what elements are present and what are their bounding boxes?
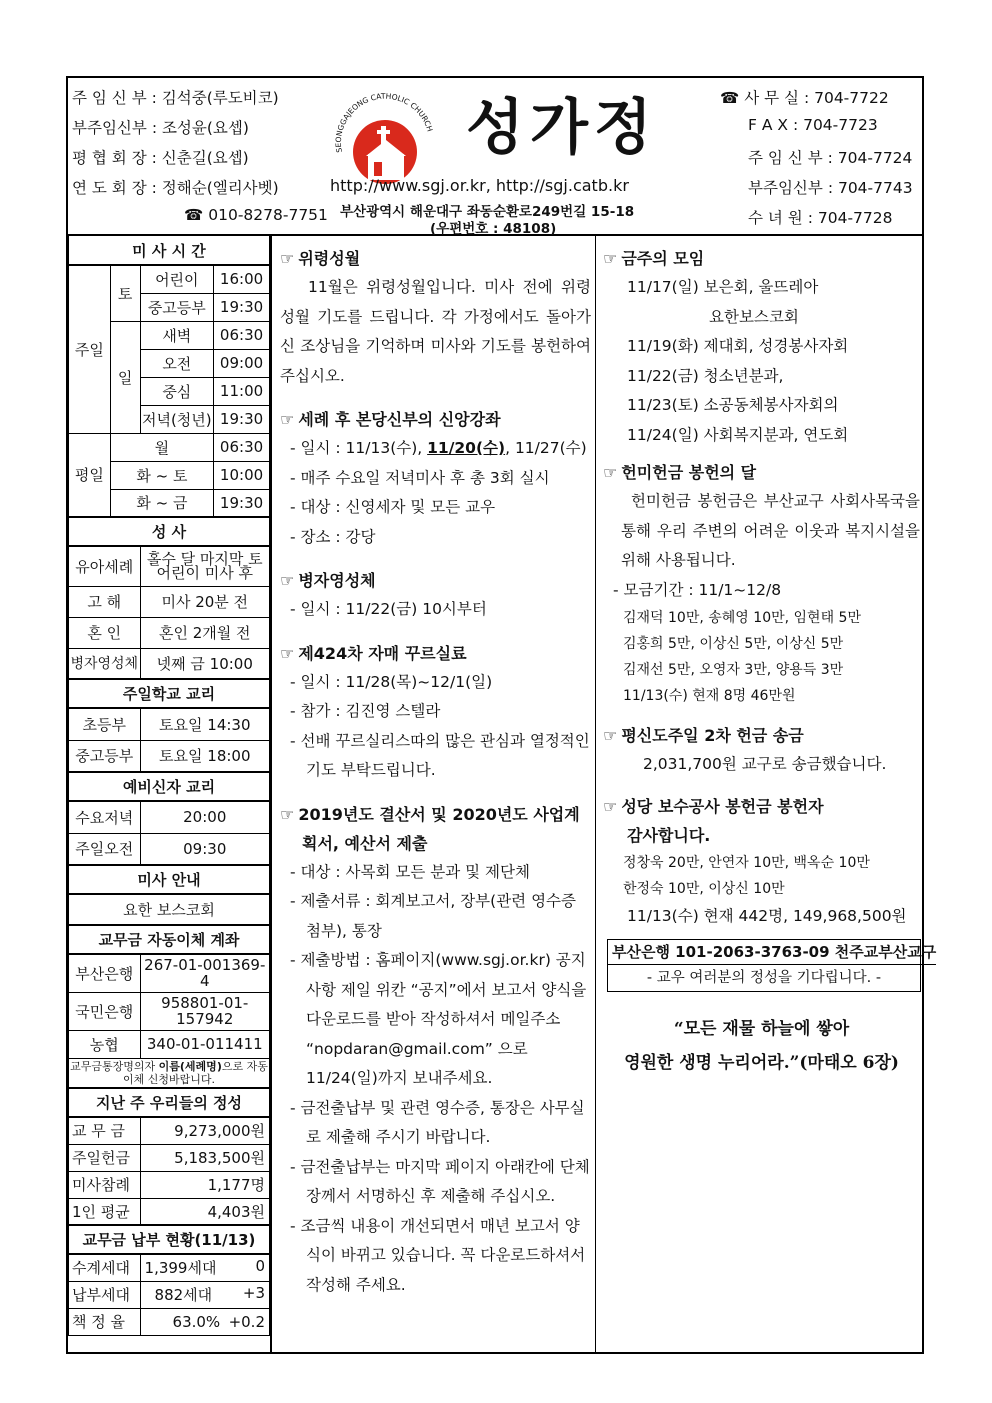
pointing-hand-icon: ☞ bbox=[603, 463, 618, 482]
offering-name: 미사참례 bbox=[69, 1171, 141, 1198]
list-item: - 매주 수요일 저녁미사 후 총 3회 실시 bbox=[290, 468, 550, 487]
mass-name: 저녁(청년) bbox=[140, 405, 214, 433]
donor-line: 김홍희 5만, 이상신 5만, 이상신 5만 bbox=[623, 636, 844, 652]
donor-line: 한정숙 10만, 이상신 10만 bbox=[623, 880, 785, 897]
bank-account: 267-01-001369-4 bbox=[140, 954, 269, 992]
header-pastor-phone: 주 임 신 부 : 704-7724 bbox=[748, 149, 913, 167]
section-title: ☞ 2019년도 결산서 및 2020년도 사업계획서, 예산서 제출 bbox=[280, 804, 580, 853]
meeting-item: 11/17(일) 보은회, 울뜨레아 bbox=[627, 278, 819, 296]
svg-text:SEONGGAJEONG CATHOLIC CHURCH: SEONGGAJEONG CATHOLIC CHURCH bbox=[333, 91, 435, 154]
sacrament-value: 혼인 2개월 전 bbox=[140, 617, 269, 648]
section-body: 11월은 위령성월입니다. 미사 전에 위령성월 기도를 드립니다. 각 가정에서도 돌아가신 조상님을 기억하며 미사와 기도를 봉헌하여 주십시오. bbox=[280, 278, 591, 385]
header-convent-phone: 수 녀 원 : 704-7728 bbox=[748, 209, 893, 227]
weekday-mass-name: 월 bbox=[110, 433, 213, 461]
saturday-label: 토 bbox=[110, 265, 140, 321]
mass-name: 오전 bbox=[140, 349, 214, 377]
mass-guide-title: 미사 안내 bbox=[69, 865, 270, 894]
header-phone: ☎ 010-8278-7751 bbox=[184, 206, 328, 224]
school-name: 초등부 bbox=[69, 708, 141, 740]
section-title: ☞ 병자영성체 bbox=[280, 571, 376, 590]
bank-note: - 교우 여러분의 정성을 기다립니다. - bbox=[646, 970, 882, 986]
quote-line: 영원한 생명 누리어라.”(마태오 6장) bbox=[624, 1053, 899, 1073]
pointing-hand-icon: ☞ bbox=[280, 571, 295, 590]
offering-name: 1인 평균 bbox=[69, 1198, 141, 1225]
list-item: - 금전출납부 및 관련 영수증, 통장은 사무실로 제출해 주시기 바랍니다. bbox=[290, 1098, 585, 1146]
sacrament-name: 혼 인 bbox=[69, 617, 141, 648]
sidebar bbox=[68, 236, 272, 1354]
offering-name: 교 무 금 bbox=[69, 1117, 141, 1144]
pointing-hand-icon: ☞ bbox=[280, 804, 295, 824]
mass-name: 새벽 bbox=[140, 321, 214, 349]
status-value: 1,399세대 0 bbox=[140, 1254, 269, 1281]
section-title: ☞ 위령성월 bbox=[280, 249, 361, 268]
sunday-label: 주일 bbox=[69, 265, 111, 433]
quote-line: “모든 재물 하늘에 쌓아 bbox=[673, 1019, 850, 1039]
sacrament-value: 홀수 달 마지막 토 어린이 미사 후 bbox=[140, 546, 269, 586]
pointing-hand-icon: ☞ bbox=[603, 796, 618, 816]
bank-box bbox=[607, 939, 937, 992]
list-item: - 제출서류 : 회계보고서, 장부(관련 영수증 첨부), 통장 bbox=[290, 892, 576, 940]
list-item: - 제출방법 : 홈페이지(www.sgj.or.kr) 공지사항 제일 위칸 “공지”에서 보고서 양식을 다운로드를 받아 작성하셔서 메일주소 “nopdaran@gmail.com” 으로 11/24(일)까지 보내주세요. bbox=[290, 951, 587, 1087]
section-title: ☞ 성당 보수공사 봉헌금 봉헌자 bbox=[603, 796, 824, 816]
website-url[interactable]: http://www.sgj.or.kr, http://sgj.catb.kr bbox=[330, 176, 629, 195]
offering-value: 9,273,000원 bbox=[140, 1117, 269, 1144]
church-address: 부산광역시 해운대구 좌동순환로249번길 15-18 bbox=[340, 204, 635, 220]
meeting-item: 11/24(일) 사회복지분과, 연도회 bbox=[627, 425, 849, 444]
donor-line: 김재덕 10만, 송혜영 10만, 임현태 5만 bbox=[623, 610, 861, 626]
mass-time: 11:00 bbox=[214, 377, 270, 405]
list-item: - 조금씩 내용이 개선되면서 매년 보고서 양식이 바뀌고 있습니다. 꼭 다운로드하셔서 작성해 주세요. bbox=[290, 1216, 586, 1294]
catechumen-value: 20:00 bbox=[140, 801, 269, 833]
bank-account-line: 부산은행 101-2063-3763-09 천주교부산교구 bbox=[608, 940, 936, 965]
offering-title: 지난 주 우리들의 정성 bbox=[69, 1088, 270, 1117]
weekday-mass-name: 화 ~ 금 bbox=[110, 489, 213, 517]
offering-value: 1,177명 bbox=[140, 1171, 269, 1198]
mass-guide-value: 요한 보스코회 bbox=[69, 894, 270, 925]
header-council: 평 협 회 장 : 신춘길(요셉) bbox=[72, 149, 249, 167]
pointing-hand-icon: ☞ bbox=[280, 249, 295, 268]
header bbox=[68, 78, 922, 236]
mass-time-title: 미 사 시 간 bbox=[69, 236, 270, 265]
weekday-mass-name: 화 ~ 토 bbox=[110, 461, 213, 489]
pointing-hand-icon: ☞ bbox=[603, 726, 618, 745]
school-value: 토요일 18:00 bbox=[140, 740, 269, 772]
payment-status-title: 교무금 납부 현황(11/13) bbox=[69, 1225, 270, 1254]
transfer-note: 교무금통장명의자 이름(세례명)으로 자동이체 신청바랍니다. bbox=[69, 1058, 270, 1088]
list-item: - 일시 : 11/13(수), 11/20(수), 11/27(수) bbox=[290, 439, 587, 457]
donor-line: 11/13(수) 현재 8명 46만원 bbox=[623, 688, 796, 704]
offering-name: 주일헌금 bbox=[69, 1144, 141, 1171]
list-item: - 참가 : 김진영 스텔라 bbox=[290, 702, 441, 720]
section-title: ☞ 세례 후 본당신부의 신앙강좌 bbox=[280, 410, 501, 429]
list-item: - 장소 : 강당 bbox=[290, 527, 376, 546]
offering-value: 5,183,500원 bbox=[140, 1144, 269, 1171]
header-assistant-phone: 부주임신부 : 704-7743 bbox=[748, 179, 913, 197]
header-office-phone: ☎ 사 무 실 : 704-7722 bbox=[720, 89, 889, 107]
mass-name: 중고등부 bbox=[140, 293, 214, 321]
postal-code: (우편번호 : 48108) bbox=[430, 221, 557, 237]
list-item: - 모금기간 : 11/1~12/8 bbox=[613, 580, 782, 599]
meeting-item: 11/22(금) 청소년분과, bbox=[627, 366, 784, 385]
bank-account: 340-01-011411 bbox=[140, 1030, 269, 1058]
main-column-left bbox=[274, 236, 596, 1354]
list-item: - 대상 : 사목회 모든 분과 및 제단체 bbox=[290, 862, 530, 881]
weekday-mass-time: 19:30 bbox=[214, 489, 270, 517]
pointing-hand-icon: ☞ bbox=[280, 410, 295, 429]
sunday-school-title: 주일학교 교리 bbox=[69, 679, 270, 708]
weekday-mass-time: 10:00 bbox=[214, 461, 270, 489]
sacrament-name: 고 해 bbox=[69, 586, 141, 617]
section-subtitle: 감사합니다. bbox=[627, 825, 711, 845]
section-body: 2,031,700원 교구로 송금했습니다. bbox=[643, 755, 887, 773]
header-fax: F A X : 704-7723 bbox=[748, 116, 878, 134]
mass-time: 19:30 bbox=[214, 293, 270, 321]
bank-name: 농협 bbox=[69, 1030, 141, 1058]
list-item: - 일시 : 11/28(목)~12/1(일) bbox=[290, 672, 493, 691]
mass-name: 어린이 bbox=[140, 265, 214, 293]
weekday-mass-time: 06:30 bbox=[214, 433, 270, 461]
sidebar-table bbox=[68, 236, 270, 1336]
bank-name: 부산은행 bbox=[69, 954, 141, 992]
list-item: - 금전출납부는 마지막 페이지 아래칸에 단체장께서 서명하신 후 제출해 주십시오. bbox=[290, 1157, 590, 1205]
status-value: 882세대 +3 bbox=[140, 1281, 269, 1308]
mass-time: 16:00 bbox=[214, 265, 270, 293]
donor-line: 정창욱 20만, 안연자 10만, 백옥순 10만 bbox=[623, 854, 870, 871]
sacrament-title: 성 사 bbox=[69, 517, 270, 546]
bulletin-title: 성가정 bbox=[466, 93, 658, 163]
section-title: ☞ 헌미헌금 봉헌의 달 bbox=[603, 463, 757, 482]
status-name: 수계세대 bbox=[69, 1254, 141, 1281]
header-assistant: 부주임신부 : 조성윤(요셉) bbox=[72, 119, 249, 137]
school-name: 중고등부 bbox=[69, 740, 141, 772]
bank-name: 국민은행 bbox=[69, 992, 141, 1030]
scripture-quote bbox=[603, 1012, 920, 1080]
catechumen-name: 주일오전 bbox=[69, 833, 141, 865]
header-pastor: 주 임 신 부 : 김석중(루도비코) bbox=[72, 89, 279, 107]
mass-name: 중심 bbox=[140, 377, 214, 405]
status-name: 책 정 율 bbox=[69, 1308, 141, 1335]
sacrament-name: 유아세례 bbox=[69, 546, 141, 586]
header-yeondo: 연 도 회 장 : 정해순(엘리사벳) bbox=[72, 179, 279, 197]
section-title: ☞ 평신도주일 2차 헌금 송금 bbox=[603, 726, 804, 745]
offering-value: 4,403원 bbox=[140, 1198, 269, 1225]
meeting-item: 요한보스코회 bbox=[709, 307, 799, 326]
donation-total: 11/13(수) 현재 442명, 149,968,500원 bbox=[627, 906, 907, 925]
mass-time: 09:00 bbox=[214, 349, 270, 377]
weekday-label: 평일 bbox=[69, 433, 111, 517]
catechumen-title: 예비신자 교리 bbox=[69, 772, 270, 801]
list-item: - 선배 꾸르실리스따의 많은 관심과 열정적인 기도 부탁드립니다. bbox=[290, 731, 590, 779]
pointing-hand-icon: ☞ bbox=[280, 643, 295, 663]
list-item: - 대상 : 신영세자 및 모든 교우 bbox=[290, 498, 496, 516]
meeting-item: 11/23(토) 소공동체봉사자회의 bbox=[627, 396, 839, 414]
pointing-hand-icon: ☞ bbox=[603, 249, 618, 268]
mass-time: 19:30 bbox=[214, 405, 270, 433]
bulletin-page bbox=[66, 76, 937, 1354]
section-title: ☞ 금주의 모임 bbox=[603, 249, 705, 268]
status-value: 63.0% +0.2 bbox=[140, 1308, 269, 1335]
bank-account: 958801-01-157942 bbox=[140, 992, 269, 1030]
section-body: 헌미헌금 봉헌금은 부산교구 사회사목국을 통해 우리 주변의 어려운 이웃과 복지시설을 위해 사용됩니다. bbox=[621, 492, 920, 569]
donor-line: 김재선 5만, 오영자 3만, 양용득 3만 bbox=[623, 662, 844, 678]
section-title: ☞ 제424차 자매 꾸르실료 bbox=[280, 643, 467, 663]
sacrament-value: 넷째 금 10:00 bbox=[140, 648, 269, 679]
auto-transfer-title: 교무금 자동이체 계좌 bbox=[69, 925, 270, 954]
mass-time: 06:30 bbox=[214, 321, 270, 349]
catechumen-name: 수요저녁 bbox=[69, 801, 141, 833]
sunday-day-label: 일 bbox=[110, 321, 140, 433]
status-name: 납부세대 bbox=[69, 1281, 141, 1308]
school-value: 토요일 14:30 bbox=[140, 708, 269, 740]
meeting-item: 11/19(화) 제대회, 성경봉사자회 bbox=[627, 337, 849, 355]
list-item: - 일시 : 11/22(금) 10시부터 bbox=[290, 600, 487, 618]
main-column-right bbox=[599, 236, 937, 1354]
sacrament-value: 미사 20분 전 bbox=[140, 586, 269, 617]
catechumen-value: 09:30 bbox=[140, 833, 269, 865]
sacrament-name: 병자영성체 bbox=[69, 648, 141, 679]
